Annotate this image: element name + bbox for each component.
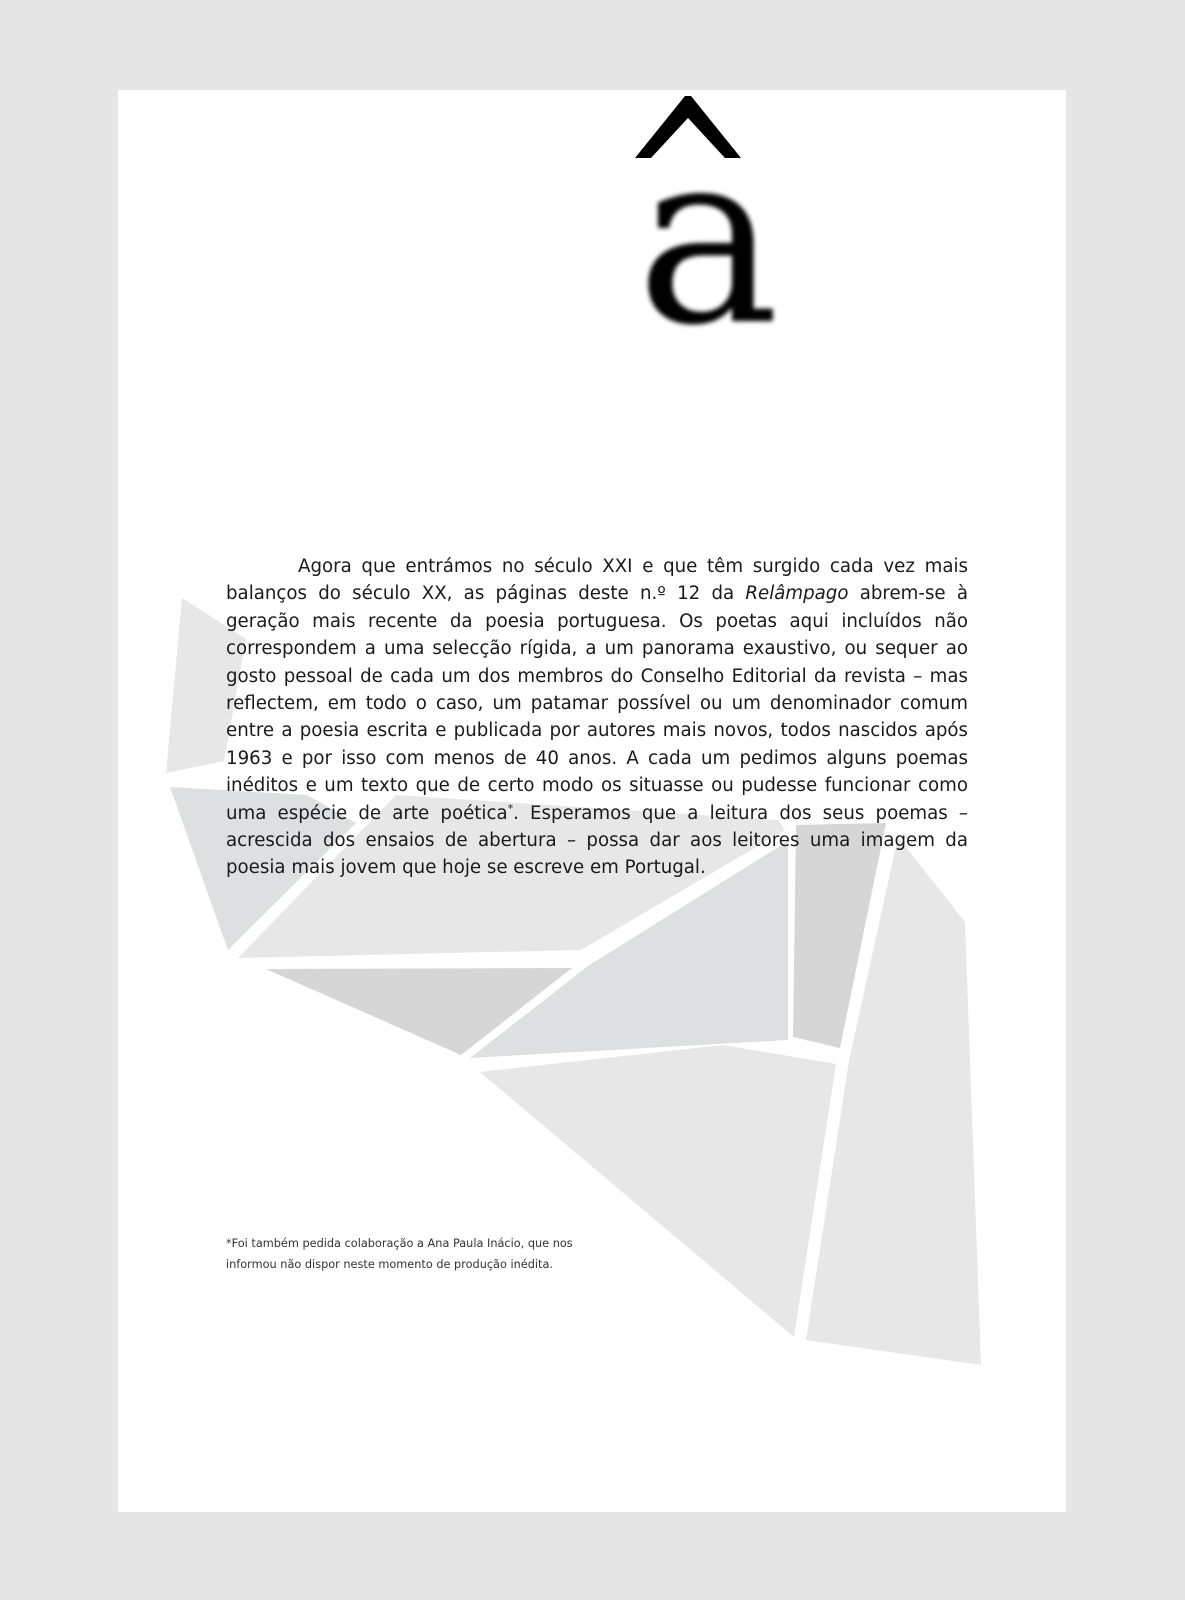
- decorative-letter: a: [636, 98, 780, 378]
- body-text-before: Agora que entrámos no século XXI e que têm surgido cada vez mais balanços do século XX, as páginas deste n.º 12 da: [226, 556, 968, 605]
- footnote-marker: *: [507, 801, 514, 815]
- polygon-shape: [480, 1045, 836, 1337]
- magazine-title: Relâmpago: [745, 583, 849, 605]
- body-paragraph: [226, 553, 968, 882]
- body-text-closing: . Esperamos que a leitura dos seus poemas – acrescida dos ensaios de abertura – possa dar aos leitores uma imagem da poesia mais jovem que hoje se escreve em Portugal.: [226, 802, 968, 879]
- body-text-after: abrem-se à geração mais recente da poesia portuguesa. Os poetas aqui incluídos não correspondem a uma selecção rígida, a um panorama exaustivo, ou sequer ao gosto pessoal de cada um dos membros do Conselho Editorial da revista – mas reflectem, em todo o caso, um patamar possível ou um denominador comum entre a poesia escrita e publicada por autores mais novos, todos nascidos após 1963 e por isso com menos de 40 anos. A cada um pedimos alguns poemas inéditos e um texto que de certo modo os situasse ou pudesse funcionar como uma espécie de arte poética: [226, 583, 968, 824]
- footnote: *Foi também pedida colaboração a Ana Paula Inácio, que nos informou não dispor neste momento de produção inédita.: [226, 1237, 573, 1271]
- page: [118, 90, 1066, 1512]
